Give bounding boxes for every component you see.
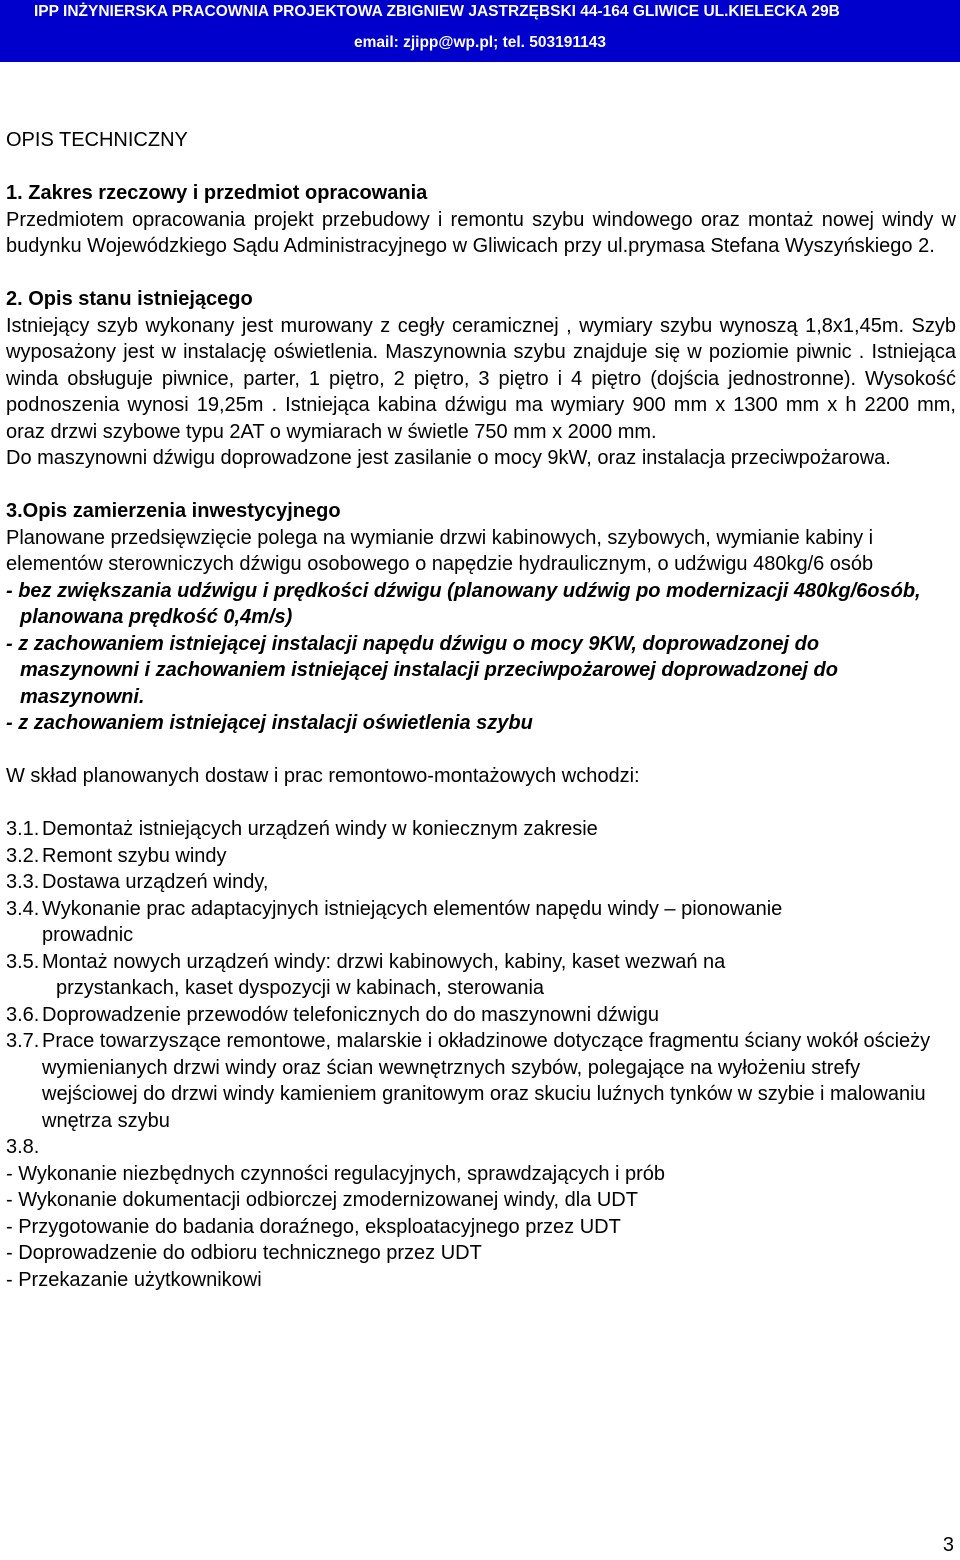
section-1-text: Przedmiotem opracowania projekt przebudowy i remontu szybu windowego oraz montaż nowej windy w budynku Wojewódzkiego Sądu Administracyjnego w Gliwicach przy ul.prymasa Stefana Wyszyńskiego 2. bbox=[6, 208, 956, 257]
work-item-number: 3.7. bbox=[6, 1030, 40, 1052]
work-item bbox=[6, 816, 956, 843]
work-item-text: Doprowadzenie przewodów telefonicznych do do maszynowni dźwigu bbox=[42, 1003, 660, 1026]
section-3-bullet-2: - z zachowaniem istniejącej instalacji napędu dźwigu o mocy 9KW, doprowadzonej do bbox=[6, 632, 820, 655]
work-item-number: 3.1. bbox=[6, 818, 40, 840]
section-3-bullet-2-end: maszynowni. bbox=[20, 685, 145, 708]
work-item-number: 3.8. bbox=[6, 1136, 40, 1158]
section-1-heading: 1. Zakres rzeczowy i przedmiot opracowania bbox=[6, 182, 428, 204]
work-item bbox=[6, 949, 956, 1002]
work-item-text: Wykonanie prac adaptacyjnych istniejących elementów napędu windy – pionowanie bbox=[42, 897, 783, 920]
work-item-number: 3.4. bbox=[6, 897, 40, 920]
work-item bbox=[6, 1028, 956, 1134]
section-3-bullet-2-cont: maszynowni i zachowaniem istniejącej instalacji przeciwpożarowej doprowadzonej do bbox=[20, 659, 838, 681]
final-tasks-list bbox=[6, 1161, 956, 1294]
section-3-heading: 3.Opis zamierzenia inwestycyjnego bbox=[6, 500, 341, 522]
final-task: - Wykonanie dokumentacji odbiorczej zmodernizowanej windy, dla UDT bbox=[6, 1189, 638, 1211]
work-item-number: 3.3. bbox=[6, 871, 40, 893]
page-number: 3 bbox=[942, 1534, 954, 1556]
work-item-text: Prace towarzyszące remontowe, malarskie i okładzinowe dotyczące fragmentu ściany wokół ościeży wymienianych drzwi windy oraz ścian wewnętrznych szybów, polegające na wyłożeniu strefy wejściowej do drzwi windy kamieniem granitowym oraz skuciu luźnych tynków w szybie i malowaniu wnętrza szybu bbox=[42, 1030, 931, 1132]
work-item-number: 3.2. bbox=[6, 844, 40, 867]
final-task: - Wykonanie niezbędnych czynności regulacyjnych, sprawdzających i prób bbox=[6, 1162, 666, 1185]
work-items-list bbox=[6, 816, 956, 1161]
final-task: - Przekazanie użytkownikowi bbox=[6, 1268, 262, 1291]
document-body bbox=[6, 127, 956, 1293]
work-item-text: Demontaż istniejących urządzeń windy w koniecznym zakresie bbox=[42, 818, 598, 840]
section-2-heading: 2. Opis stanu istniejącego bbox=[6, 288, 253, 310]
section-3-bullet-1-cont: planowana prędkość 0,4m/s) bbox=[20, 606, 293, 628]
letterhead bbox=[0, 0, 960, 62]
work-item bbox=[6, 1002, 956, 1029]
work-item-cont: przystankach, kaset dyspozycji w kabinach, sterowania bbox=[56, 977, 545, 999]
work-item-number: 3.5. bbox=[6, 950, 40, 973]
work-item-text: Montaż nowych urządzeń windy: drzwi kabinowych, kabiny, kaset wezwań na bbox=[42, 950, 726, 973]
section-2-paragraph-1: Istniejący szyb wykonany jest murowany z cegły ceramicznej , wymiary szybu wynoszą 1,8x1,45m. Szyb wyposażony jest w instalację oświetlenia. Maszynownia szybu znajduje się w poziomie piwnic . Istniejąca winda obsługuje piwnice, parter, 1 piętro, 2 piętro, 3 piętro i 4 piętro (dojścia jednostronne). Wysokość podnoszenia wynosi 19,25m . Istniejąca kabina dźwigu ma wymiary 900 mm x 1300 mm x h 2200 mm, oraz drzwi szybowe typu 2AT o wymiarach w świetle 750 mm x 2000 mm. bbox=[6, 314, 956, 443]
section-3-intro: W skład planowanych dostaw i prac remontowo-montażowych wchodzi: bbox=[6, 765, 640, 787]
work-item bbox=[6, 1134, 956, 1161]
document-title: OPIS TECHNICZNY bbox=[6, 129, 188, 151]
work-item-cont: prowadnic bbox=[42, 924, 134, 946]
letterhead-company: IPP INŻYNIERSKA PRACOWNIA PROJEKTOWA ZBIGNIEW JASTRZĘBSKI 44-164 GLIWICE UL.KIELECKA 29B bbox=[34, 3, 840, 20]
section-3-bullet-3: - z zachowaniem istniejącej instalacji oświetlenia szybu bbox=[6, 712, 533, 734]
work-item-text: Remont szybu windy bbox=[42, 844, 227, 867]
final-task: - Doprowadzenie do odbioru technicznego przez UDT bbox=[6, 1242, 482, 1264]
section-2-paragraph-2: Do maszynowni dźwigu doprowadzone jest zasilanie o mocy 9kW, oraz instalacja przeciwpożarowa. bbox=[6, 447, 891, 469]
work-item-number: 3.6. bbox=[6, 1003, 40, 1026]
work-item bbox=[6, 843, 956, 870]
letterhead-contact: email: zjipp@wp.pl; tel. 503191143 bbox=[353, 34, 607, 51]
section-3-paragraph-1: Planowane przedsięwzięcie polega na wymianie drzwi kabinowych, szybowych, wymianie kabiny i elementów sterowniczych dźwigu osobowego o napędzie hydraulicznym, o udźwigu 480kg/6 osób bbox=[6, 526, 874, 575]
work-item bbox=[6, 869, 956, 896]
final-task: - Przygotowanie do badania doraźnego, eksploatacyjnego przez UDT bbox=[6, 1215, 621, 1238]
work-item-text: Dostawa urządzeń windy, bbox=[42, 871, 269, 893]
work-item bbox=[6, 896, 956, 949]
section-3-bullet-1: - bez zwiększania udźwigu i prędkości dźwigu (planowany udźwig po modernizacji 480kg/6osób, bbox=[6, 579, 921, 602]
